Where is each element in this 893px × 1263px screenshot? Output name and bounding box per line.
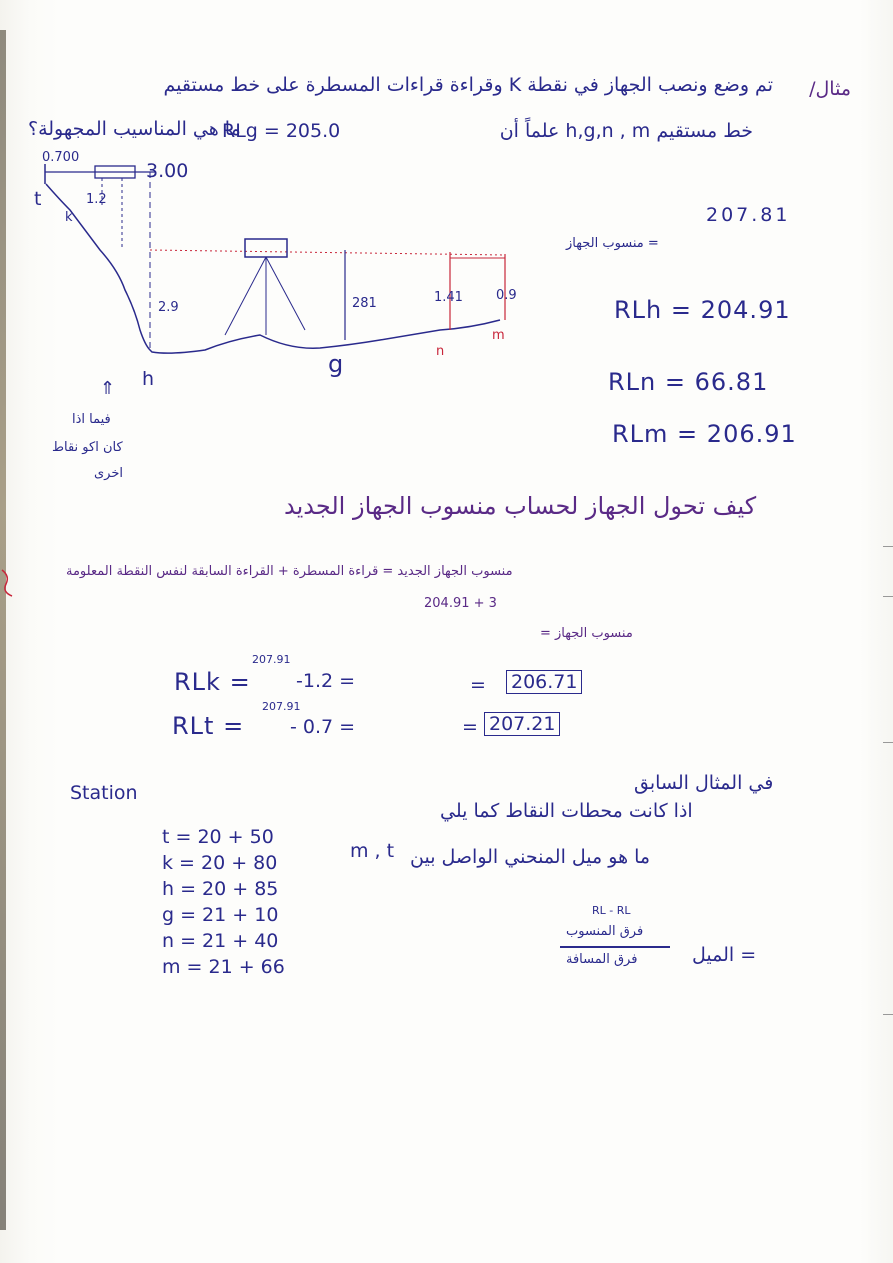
note-line-1: فيما اذا (72, 412, 111, 427)
right-edge-tick (883, 742, 893, 743)
fraction-bar (560, 946, 670, 948)
rl-m: RLm = 206.91 (612, 420, 797, 448)
page-edge-shadow (0, 30, 6, 1230)
label-n: n (436, 344, 445, 359)
problem-line-2-ar: خط مستقيم h,g,n , m علماً أن (499, 120, 753, 142)
rl-h: RLh = 204.91 (614, 296, 791, 324)
note-line-2: كان اكو نقاط (52, 440, 123, 455)
rlk-eq: = (470, 674, 486, 696)
label-281: 281 (352, 296, 377, 311)
slope-denominator: فرق المسافة (566, 952, 638, 967)
slope-question: ما هو ميل المنحني الواصل بين (410, 846, 651, 868)
station-h: h = 20 + 85 (162, 878, 279, 900)
level-instrument (245, 239, 287, 257)
problem-line-2-eq: RLg = 205.0 (222, 120, 341, 142)
rlt-eq: = (462, 716, 478, 738)
station-n: n = 21 + 40 (162, 930, 279, 952)
slope-question-points: m , t (350, 840, 395, 862)
station-m: m = 21 + 66 (162, 956, 285, 978)
rlk-lhs: RLk = (174, 668, 251, 696)
label-0700: 0.700 (42, 150, 80, 165)
station-t: t = 20 + 50 (162, 826, 274, 848)
note-line-3: اخرى (94, 466, 123, 481)
rlk-top: 207.91 (252, 653, 291, 666)
problem-line-1: تم وضع ونصب الجهاز في نقطة K وقراءة قراءات المسطرة على خط مستقيم (163, 74, 773, 96)
profile-diagram (30, 150, 530, 390)
in-prev-example: في المثال السابق (634, 772, 774, 794)
label-t: t (34, 188, 42, 210)
hi-value: 207.81 (706, 204, 791, 226)
arrow-up-icon: ⇑ (100, 378, 116, 399)
label-3-00: 3.00 (146, 160, 189, 182)
problem-line-2-question: ما هي المناسيب المجهولة؟ (28, 118, 241, 140)
right-edge-tick (883, 1014, 893, 1015)
hi-label: = منسوب الجهاز (566, 236, 659, 251)
rl-n: RLn = 66.81 (608, 368, 769, 396)
slope-lhs: = الميل (692, 944, 757, 966)
line-of-sight (150, 250, 505, 255)
rlk-result: 206.71 (506, 670, 582, 694)
rlt-lhs: RLt = (172, 712, 245, 740)
margin-red-mark (0, 562, 18, 602)
slope-top: RL - RL (592, 904, 631, 917)
label-0-9: 0.9 (496, 288, 517, 303)
new-hi-formula: منسوب الجهاز الجديد = قراءة المسطرة + القراءة السابقة لنفس النقطة المعلومة (66, 564, 513, 579)
station-title: Station (70, 782, 138, 804)
label-k: k (65, 210, 73, 225)
slope-numerator: فرق المنسوب (566, 924, 644, 939)
rlt-result: 207.21 (484, 712, 560, 736)
if-stations: اذا كانت محطات النقاط كما يلي (440, 800, 693, 822)
rlt-mid: - 0.7 = (290, 716, 356, 738)
section-2-title: كيف تحول الجهاز لحساب منسوب الجهاز الجديد (284, 492, 757, 520)
label-m: m (492, 328, 505, 343)
label-1-2: 1.2 (86, 192, 107, 207)
station-g: g = 21 + 10 (162, 904, 279, 926)
rlt-top: 207.91 (262, 700, 301, 713)
label-1-41: 1.41 (434, 290, 463, 305)
ground-profile (46, 184, 500, 353)
hi-eq-label: منسوب الجهاز = (540, 626, 633, 641)
right-edge-tick (883, 546, 893, 547)
example-label: مثال/ (809, 78, 851, 100)
station-k: k = 20 + 80 (162, 852, 278, 874)
right-edge-tick (883, 596, 893, 597)
rlk-mid: -1.2 = (296, 670, 356, 692)
label-g: g (328, 350, 345, 378)
label-2-9: 2.9 (158, 300, 179, 315)
new-hi-calc: 204.91 + 3 (424, 596, 497, 611)
label-h: h (142, 368, 155, 390)
